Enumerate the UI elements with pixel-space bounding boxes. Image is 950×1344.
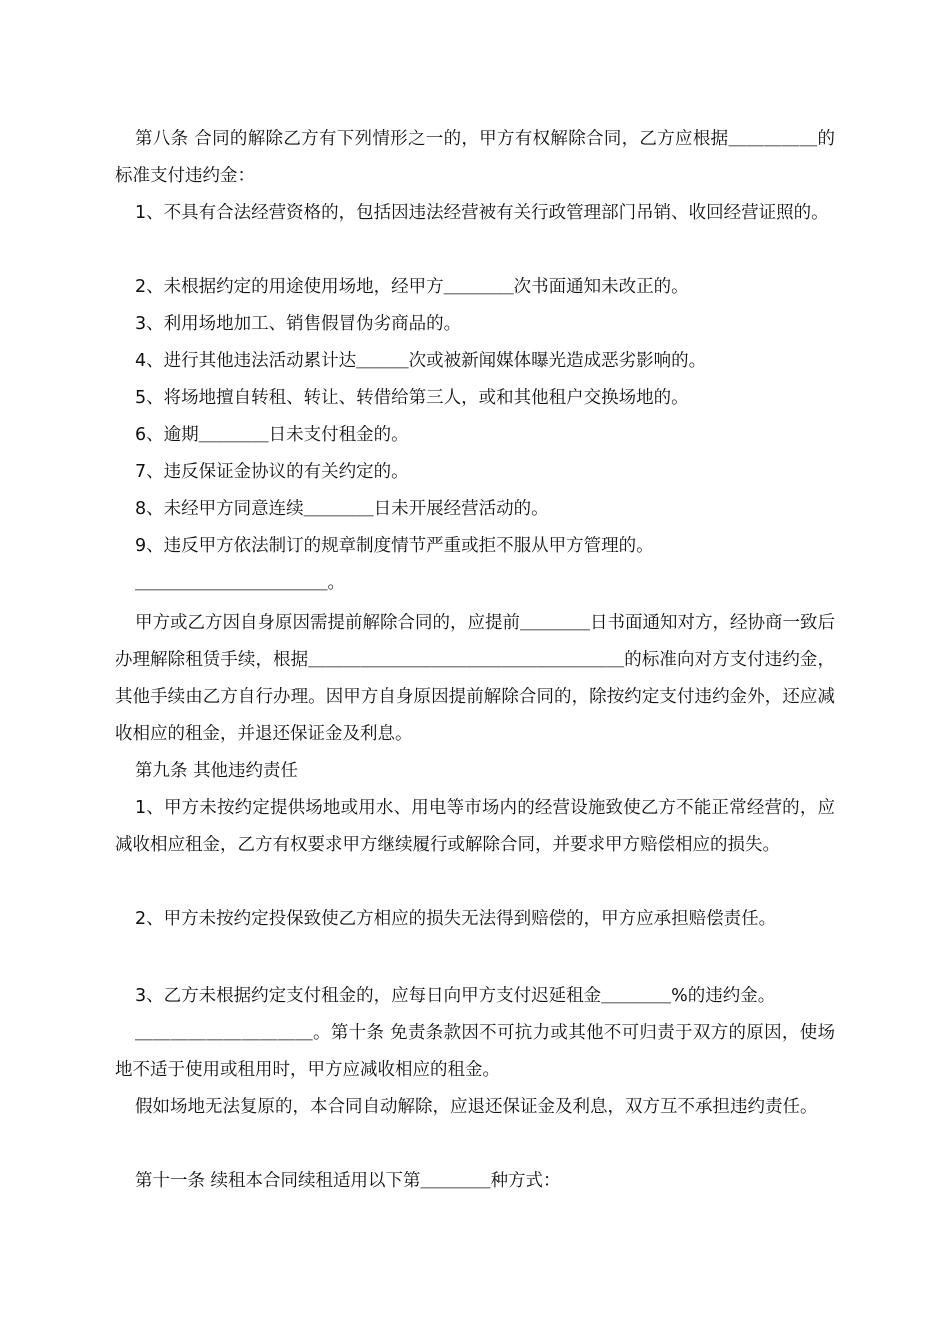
clause-8-2: 2、未根据约定的用途使用场地，经甲方＿＿＿＿次书面通知未改正的。 <box>135 277 689 297</box>
clause-8-4: 4、进行其他违法活动累计达＿＿＿次或被新闻媒体曝光造成恶劣影响的。 <box>135 351 707 371</box>
clause-8-1: 1、不具有合法经营资格的，包括因违法经营被有关行政管理部门吊销、收回经营证照的。 <box>135 203 829 223</box>
clause-8-7: 7、违反保证金协议的有关约定的。 <box>135 462 409 482</box>
clause-9-3: 3、乙方未根据约定支付租金的，应每日向甲方支付迟延租金＿＿＿＿%的违约金。 <box>135 986 776 1006</box>
article-9-heading: 第九条 其他违约责任 <box>135 761 299 781</box>
clause-8-8: 8、未经甲方同意连续＿＿＿＿日未开展经营活动的。 <box>135 499 549 519</box>
clause-8-6: 6、逾期＿＿＿＿日未支付租金的。 <box>135 425 409 445</box>
clause-8-blank: ＿＿＿＿＿＿＿＿＿＿＿。 <box>135 573 345 593</box>
clause-8-3: 3、利用场地加工、销售假冒伪劣商品的。 <box>135 314 462 334</box>
clause-9-2: 2、甲方未按约定投保致使乙方相应的损失无法得到赔偿的，甲方应承担赔偿责任。 <box>135 909 777 929</box>
clause-9-1: 1、甲方未按约定提供场地或用水、用电等市场内的经营设施致使乙方不能正常经营的，应减收相应租金，乙方有权要求甲方继续履行或解除合同，并要求甲方赔偿相应的损失。 <box>115 798 835 855</box>
clause-8-5: 5、将场地擅自转租、转让、转借给第三人，或和其他租户交换场地的。 <box>135 388 689 408</box>
article-10-continuation: 假如场地无法复原的，本合同自动解除，应退还保证金及利息，双方互不承担违约责任。 <box>135 1097 818 1117</box>
clause-8-9: 9、违反甲方依法制订的规章制度情节严重或拒不服从甲方管理的。 <box>135 536 654 556</box>
article-8-heading: 第八条 合同的解除乙方有下列情形之一的，甲方有权解除合同，乙方应根据＿＿＿＿＿的标准支付违约金： <box>115 129 835 186</box>
early-termination-paragraph: 甲方或乙方因自身原因需提前解除合同的，应提前＿＿＿＿日书面通知对方，经协商一致后办理解除租赁手续，根据＿＿＿＿＿＿＿＿＿＿＿＿＿＿＿＿＿＿的标准向对方支付违约金，其他手续由乙方自行办理。因甲方自身原因提前解除合同的，除按约定支付违约金外，还应减收相应的租金，并退还保证金及利息。 <box>115 613 835 744</box>
article-10-paragraph: ＿＿＿＿＿＿＿＿＿＿。第十条 免责条款因不可抗力或其他不可归责于双方的原因，使场地不适于使用或租用时，甲方应减收相应的租金。 <box>115 1023 835 1080</box>
article-11-heading: 第十一条 续租本合同续租适用以下第＿＿＿＿种方式： <box>135 1171 561 1191</box>
